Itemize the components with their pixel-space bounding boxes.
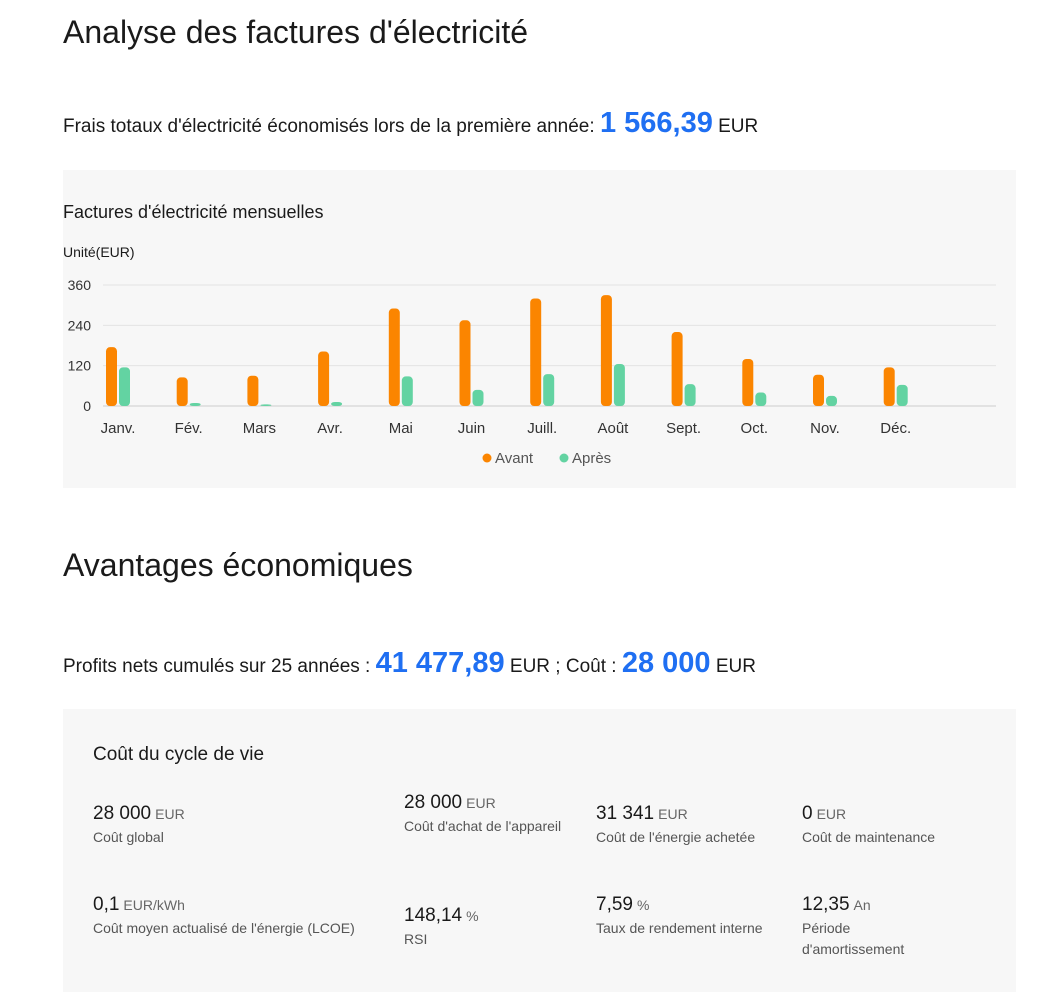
- x-tick-label: Mars: [242, 420, 277, 437]
- metric-label: Coût d'achat de l'appareil: [404, 818, 562, 834]
- metric-unit: EUR: [466, 795, 496, 811]
- metric-value: 0,1: [93, 894, 120, 915]
- x-tick-label: Déc.: [880, 420, 912, 437]
- monthly-bills-chart-panel: [63, 170, 1016, 488]
- metric-value: 28 000: [93, 803, 152, 824]
- y-tick-label: 0: [83, 398, 91, 414]
- y-tick-label: 240: [67, 317, 91, 334]
- page-title: Analyse des factures d'électricité: [63, 14, 528, 50]
- savings-value: 1 566,39: [599, 107, 713, 139]
- legend-label: Avant: [495, 450, 534, 467]
- x-tick-label: Oct.: [740, 420, 769, 437]
- bar-apres[interactable]: [543, 374, 554, 406]
- metric-unit: EUR: [658, 806, 688, 822]
- x-tick-label: Fév.: [174, 420, 203, 437]
- metric-lcoe: [93, 894, 363, 939]
- metric-label: Période d'amortissement: [802, 920, 905, 957]
- x-tick-label: Juill.: [527, 420, 558, 437]
- x-tick-label: Nov.: [810, 420, 840, 437]
- monthly-bills-chart: [63, 170, 1016, 488]
- y-tick-label: 120: [67, 357, 91, 374]
- cost-unit: EUR: [715, 656, 756, 677]
- metric-label: Coût de maintenance: [802, 829, 936, 845]
- x-tick-label: Avr.: [317, 420, 343, 437]
- metric-unit: %: [636, 897, 650, 913]
- bar-avant[interactable]: [742, 359, 753, 406]
- bar-avant[interactable]: [106, 347, 117, 406]
- bar-avant[interactable]: [177, 377, 188, 406]
- legend-marker: [560, 454, 569, 463]
- lifecycle-cost-card: [63, 709, 1016, 992]
- bar-apres[interactable]: [331, 402, 342, 406]
- metric-roi: [404, 905, 564, 950]
- bar-avant[interactable]: [530, 298, 541, 406]
- x-tick-label: Sept.: [666, 420, 702, 437]
- bar-avant[interactable]: [813, 375, 824, 406]
- savings-unit: EUR: [718, 116, 759, 137]
- metric-value: 148,14: [404, 905, 463, 926]
- bar-apres[interactable]: [190, 403, 201, 406]
- profit-label: Profits nets cumulés sur 25 années :: [63, 656, 371, 677]
- profit-cost-separator: EUR ; Coût :: [509, 656, 617, 677]
- chart-unit-label: Unité(EUR): [63, 244, 135, 260]
- metric-value: 0: [802, 803, 813, 824]
- metric-value: 28 000: [404, 792, 463, 813]
- bar-apres[interactable]: [402, 376, 413, 406]
- x-tick-label: Juin: [457, 420, 486, 437]
- metric-label: Coût de l'énergie achetée: [596, 829, 756, 845]
- metric-label: Coût global: [93, 829, 164, 845]
- bar-apres[interactable]: [685, 384, 696, 406]
- bar-avant[interactable]: [318, 352, 329, 406]
- bar-avant[interactable]: [389, 309, 400, 406]
- bar-apres[interactable]: [119, 367, 130, 406]
- bar-apres[interactable]: [614, 364, 625, 406]
- metric-label: Coût moyen actualisé de l'énergie (LCOE): [93, 920, 355, 936]
- y-tick-label: 360: [67, 277, 91, 293]
- metric-unit: EUR/kWh: [123, 897, 185, 913]
- x-tick-label: Août: [597, 420, 629, 437]
- legend-item-avant[interactable]: [483, 450, 534, 467]
- metric-value: 31 341: [596, 803, 655, 824]
- metric-value: 7,59: [596, 894, 633, 915]
- legend-marker: [483, 454, 492, 463]
- metric-unit: EUR: [155, 806, 185, 822]
- x-tick-label: Janv.: [100, 420, 136, 437]
- metric-payback-period: [802, 894, 942, 960]
- lifecycle-cost-title: Coût du cycle de vie: [93, 744, 265, 765]
- bar-apres[interactable]: [473, 390, 484, 406]
- metric-unit: An: [853, 897, 871, 913]
- profit-value: 41 477,89: [375, 647, 505, 679]
- bar-apres[interactable]: [755, 393, 766, 406]
- metric-total-cost: [93, 803, 283, 848]
- x-tick-label: Mai: [388, 420, 413, 437]
- bar-avant[interactable]: [884, 367, 895, 406]
- legend-label: Après: [572, 450, 612, 467]
- bar-avant[interactable]: [601, 295, 612, 406]
- economic-benefits-title: Avantages économiques: [63, 547, 413, 583]
- first-year-savings: [63, 108, 758, 142]
- metric-label: Taux de rendement interne: [596, 920, 763, 936]
- cost-value: 28 000: [621, 647, 711, 679]
- metric-energy-purchased-cost: [596, 803, 796, 848]
- metric-irr: [596, 894, 766, 939]
- metric-value: 12,35: [802, 894, 850, 915]
- chart-title: Factures d'électricité mensuelles: [63, 202, 324, 222]
- savings-label: Frais totaux d'électricité économisés lors de la première année:: [63, 116, 595, 137]
- cumulative-profits: [63, 648, 756, 682]
- bar-avant[interactable]: [247, 376, 258, 406]
- bar-avant[interactable]: [460, 320, 471, 406]
- metric-unit: %: [466, 908, 479, 924]
- bar-apres[interactable]: [826, 396, 837, 406]
- bar-avant[interactable]: [672, 332, 683, 406]
- metric-maintenance-cost: [802, 803, 1002, 848]
- metric-unit: EUR: [816, 806, 847, 822]
- bar-apres[interactable]: [897, 385, 908, 406]
- bar-apres[interactable]: [260, 404, 271, 406]
- metric-purchase-cost: [404, 792, 564, 837]
- metric-label: RSI: [404, 931, 428, 947]
- legend-item-apres[interactable]: [560, 450, 612, 467]
